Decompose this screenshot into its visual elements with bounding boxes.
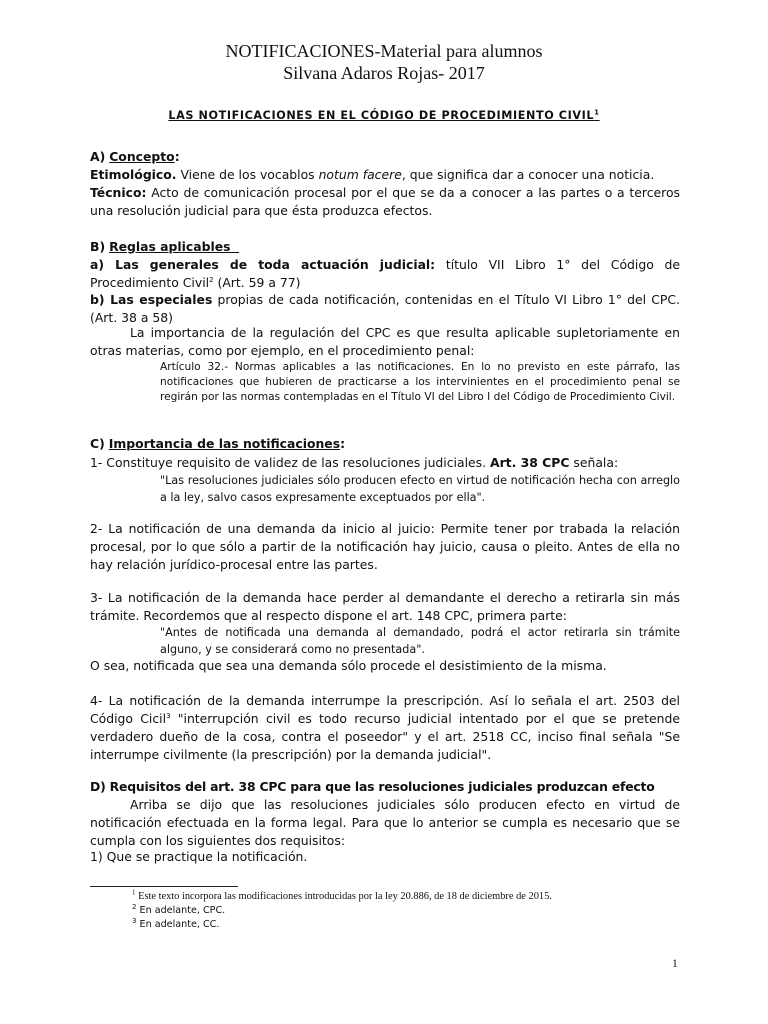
footnote-ref-2[interactable]: 2 xyxy=(209,275,214,284)
reglas-especiales-paragraph: b) Las especiales propias de cada notificación, contenidas en el Título VI Libro 1° del CPC. (Art. 38 a 58) xyxy=(90,292,680,325)
articulo-32-quote: Artículo 32.- Normas aplicables a las notificaciones. En lo no previsto en este párrafo, las notificaciones que hubieren de practicarse a los intervinientes en el procedimiento penal se regirán por las normas contempladas en el Título VI del Libro I del Código de Procedimiento Civil. xyxy=(160,361,680,403)
art-148-quote: "Antes de notificada una demanda al demandado, podrá el actor retirarla sin trámite alguno, y se considerará como no presentada". xyxy=(160,626,680,656)
importancia-point-3: 3- La notificación de la demanda hace perder al demandante el derecho a retirarla sin más trámite. Recordemos que al respecto dispone el art. 148 CPC, primera parte: xyxy=(90,590,680,623)
section-d-heading: D) Requisitos del art. 38 CPC para que las resoluciones judiciales produzcan efecto xyxy=(90,779,655,794)
footnote-ref-1[interactable]: 1 xyxy=(594,108,600,117)
etimologico-paragraph: Etimológico. Viene de los vocablos notum facere, que significa dar a conocer una noticia. xyxy=(90,167,655,182)
header-line-2: Silvana Adaros Rojas- 2017 xyxy=(283,63,485,83)
page-number: 1 xyxy=(672,958,678,970)
importancia-point-2: 2- La notificación de una demanda da inicio al juicio: Permite tener por trabada la relación procesal, por lo que sólo a partir de la notificación hay juicio, causa o pleito. Antes de ella no hay relación jurídico-procesal entre las partes. xyxy=(90,521,680,572)
requisitos-paragraph: Arriba se dijo que las resoluciones judiciales sólo producen efecto en virtud de notificación efectuada en la forma legal. Para que lo anterior se cumpla es necesario que se cumpla con los siguientes dos requisitos: xyxy=(90,797,680,848)
document-title: LAS NOTIFICACIONES EN EL CÓDIGO DE PROCEDIMIENTO CIVIL$^1$ xyxy=(168,108,600,122)
section-c-heading: C) Importancia de las notificaciones: xyxy=(90,436,346,451)
importancia-point-1: 1- Constituye requisito de validez de las resoluciones judiciales. Art. 38 CPC señala: xyxy=(90,455,619,470)
section-a-heading: A) Concepto: xyxy=(90,149,180,164)
reglas-generales-paragraph: a) Las generales de toda actuación judicial: título VII Libro 1° del Código de Procedimiento Civil$^2$ (Art. 59 a 77) xyxy=(90,257,680,290)
footnote-1: $^1$ Este texto incorpora las modificaciones introducidas por la ley 20.886, de 18 de diciembre de 2015. xyxy=(132,888,552,902)
header-line-1: NOTIFICACIONES-Material para alumnos xyxy=(225,41,543,61)
footnote-2: $^2$ En adelante, CPC. xyxy=(132,902,226,916)
tecnico-paragraph: Técnico: Acto de comunicación procesal por el que se da a conocer a las partes o a terceros una resolución judicial para que ésta produzca efectos. xyxy=(90,185,680,218)
desistimiento-paragraph: O sea, notificada que sea una demanda sólo procede el desistimiento de la misma. xyxy=(90,658,607,673)
section-b-heading: B) Reglas aplicables xyxy=(90,239,240,254)
footnote-3: $^3$ En adelante, CC. xyxy=(132,916,220,930)
footnote-ref-3[interactable]: 3 xyxy=(166,711,171,720)
importancia-cpc-paragraph: La importancia de la regulación del CPC es que resulta aplicable supletoriamente en otras materias, como por ejemplo, en el procedimiento penal: xyxy=(90,325,680,358)
art-38-quote: "Las resoluciones judiciales sólo producen efecto en virtud de notificación hecha con arreglo a la ley, salvo casos expresamente exceptuados por ella". xyxy=(160,474,680,504)
requisito-item-1: 1) Que se practique la notificación. xyxy=(90,849,308,864)
importancia-point-4: 4- La notificación de la demanda interrumpe la prescripción. Así lo señala el art. 2503 del Código Cicil$^3$ "interrupción civil es todo recurso judicial intentado por el que se pretende verdadero dueño de la cosa, contra el poseedor" y el art. 2518 CC, inciso final señala "Se interrumpe civilmente (la prescripción) por la demanda judicial". xyxy=(90,693,681,762)
footnote-separator xyxy=(90,886,238,887)
